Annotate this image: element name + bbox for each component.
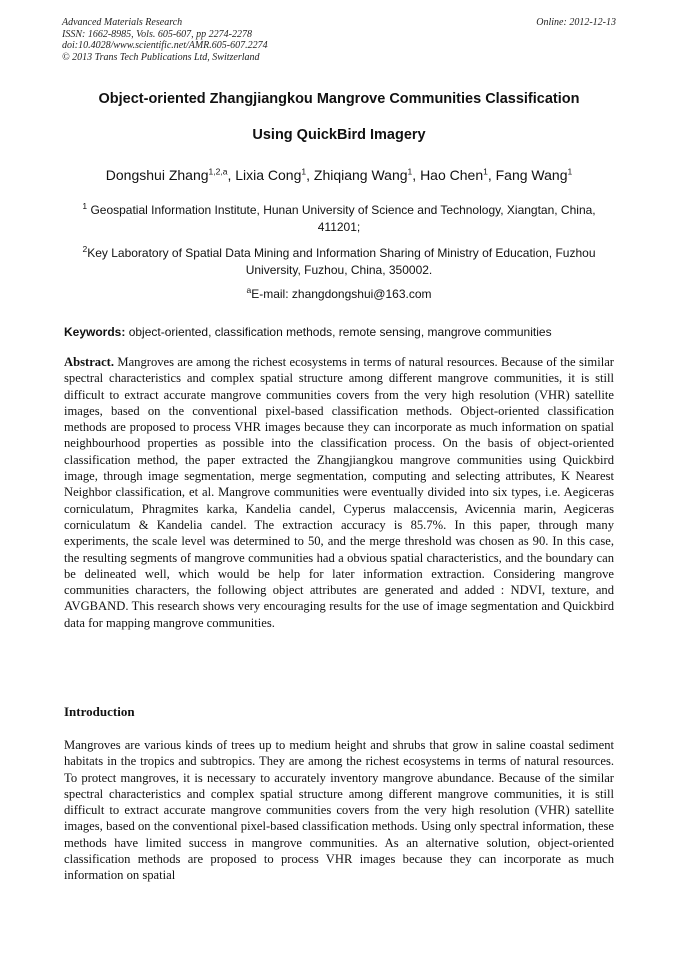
keywords-label: Keywords:: [64, 325, 126, 339]
author: Fang Wang$^1$: [495, 166, 573, 183]
affiliation-2: $^2$Key Laboratory of Spatial Data Mining and Information Sharing of Ministry of Education, Fuzhou University, Fuzhou, China, 350002.: [82, 244, 596, 277]
journal-copyright: © 2013 Trans Tech Publications Ltd, Switzerland: [62, 51, 260, 63]
abstract-label: Abstract.: [64, 355, 115, 369]
journal-issn: ISSN: 1662-8985, Vols. 605-607, pp 2274-2278: [62, 28, 252, 40]
author-list: Dongshui Zhang$^{1,2,a}$, Lixia Cong$^1$, Zhiqiang Wang$^1$, Hao Chen$^1$, Fang Wang$^1$: [105, 166, 573, 183]
paper-title-line-1: Object-oriented Zhangjiangkou Mangrove Communities Classification: [98, 91, 580, 107]
keywords: [64, 325, 616, 339]
introduction-heading: Introduction: [64, 704, 135, 719]
abstract-text: Mangroves are among the richest ecosystems in terms of natural resources. Because of the similar spectral characteristics and complex spatial structure among different mangrove communities, it is still difficult to extract accurate mangrove communities covers from the very high resolution (VHR) satellite images, based on the conventional pixel-based classification methods. Object-oriented classification methods are proposed to process VHR images because they can incorporate as much information on spatial neighbourhood properties as possible into the classification process. On the basis of object-oriented classification method, the paper extracted the Zhangjiangkou mangrove communities using Quickbird image, through image segmentation, merge segmentation, computing and selecting attributes, K Nearest Neighbor classification, et al. Mangrove communities were eventually divided into six types, i.e. Aegiceras corniculatum, Phragmites karka, Kandelia candel, Cyperus malaccensis, Avicennia marin, Aegiceras corniculatum & Kandelia candel. The extraction accuracy is 85.7%. In this paper, through many experiments, the scale level was determined to 50, and the merge threshold was chosen as 90. In this case, the resulting segments of mangrove communities had a obvious spatial characteristics, and the boundary can be delineated well, which would be help for later information extraction. Considering mangrove communities characters, the following object attributes are generated and added : NDVI, texture, and AVGBAND. This research shows very encouraging results for the use of image segmentation and Quickbird data for mapping mangrove communities.: [64, 355, 614, 630]
journal-header: [62, 17, 268, 63]
author-email: $^a$E-mail: zhangdongshui@163.com: [246, 285, 432, 301]
author: Dongshui Zhang$^{1,2,a}$: [105, 166, 228, 183]
online-date: Online: 2012-12-13: [536, 17, 616, 28]
introduction-paragraph: Mangroves are various kinds of trees up to medium height and shrubs that grow in saline coastal sediment habitats in the tropics and subtropics. They are among the richest ecosystems in terms of natural resources. To protect mangroves, it is necessary to accurately inventory mangrove abundance. Because of the similar spectral characteristics and complex spatial structure among different mangrove communities, it is still difficult to extract accurate mangrove communities covers from the very high resolution (VHR) satellite images, based on the conventional pixel-based classification methods. Using only spectral information, these methods have limited success in mangrove communities. As an alternative solution, object-oriented classification methods are proposed to process VHR images because they can incorporate as much information on spatial: [64, 738, 614, 883]
journal-name: Advanced Materials Research: [62, 17, 183, 28]
keywords-text: object-oriented, classification methods, remote sensing, mangrove communities: [128, 325, 552, 339]
abstract-paragraph: [64, 354, 614, 631]
author: Hao Chen$^1$: [420, 166, 488, 183]
affiliation-1: $^1$ Geospatial Information Institute, Hunan University of Science and Technology, Xiangtan, China, 411201;: [82, 201, 596, 234]
paper-title-line-2: Using QuickBird Imagery: [252, 127, 426, 143]
author: Lixia Cong$^1$: [235, 166, 307, 183]
author: Zhiqiang Wang$^1$: [313, 166, 413, 183]
journal-doi: doi:10.4028/www.scientific.net/AMR.605-607.2274: [62, 40, 268, 51]
